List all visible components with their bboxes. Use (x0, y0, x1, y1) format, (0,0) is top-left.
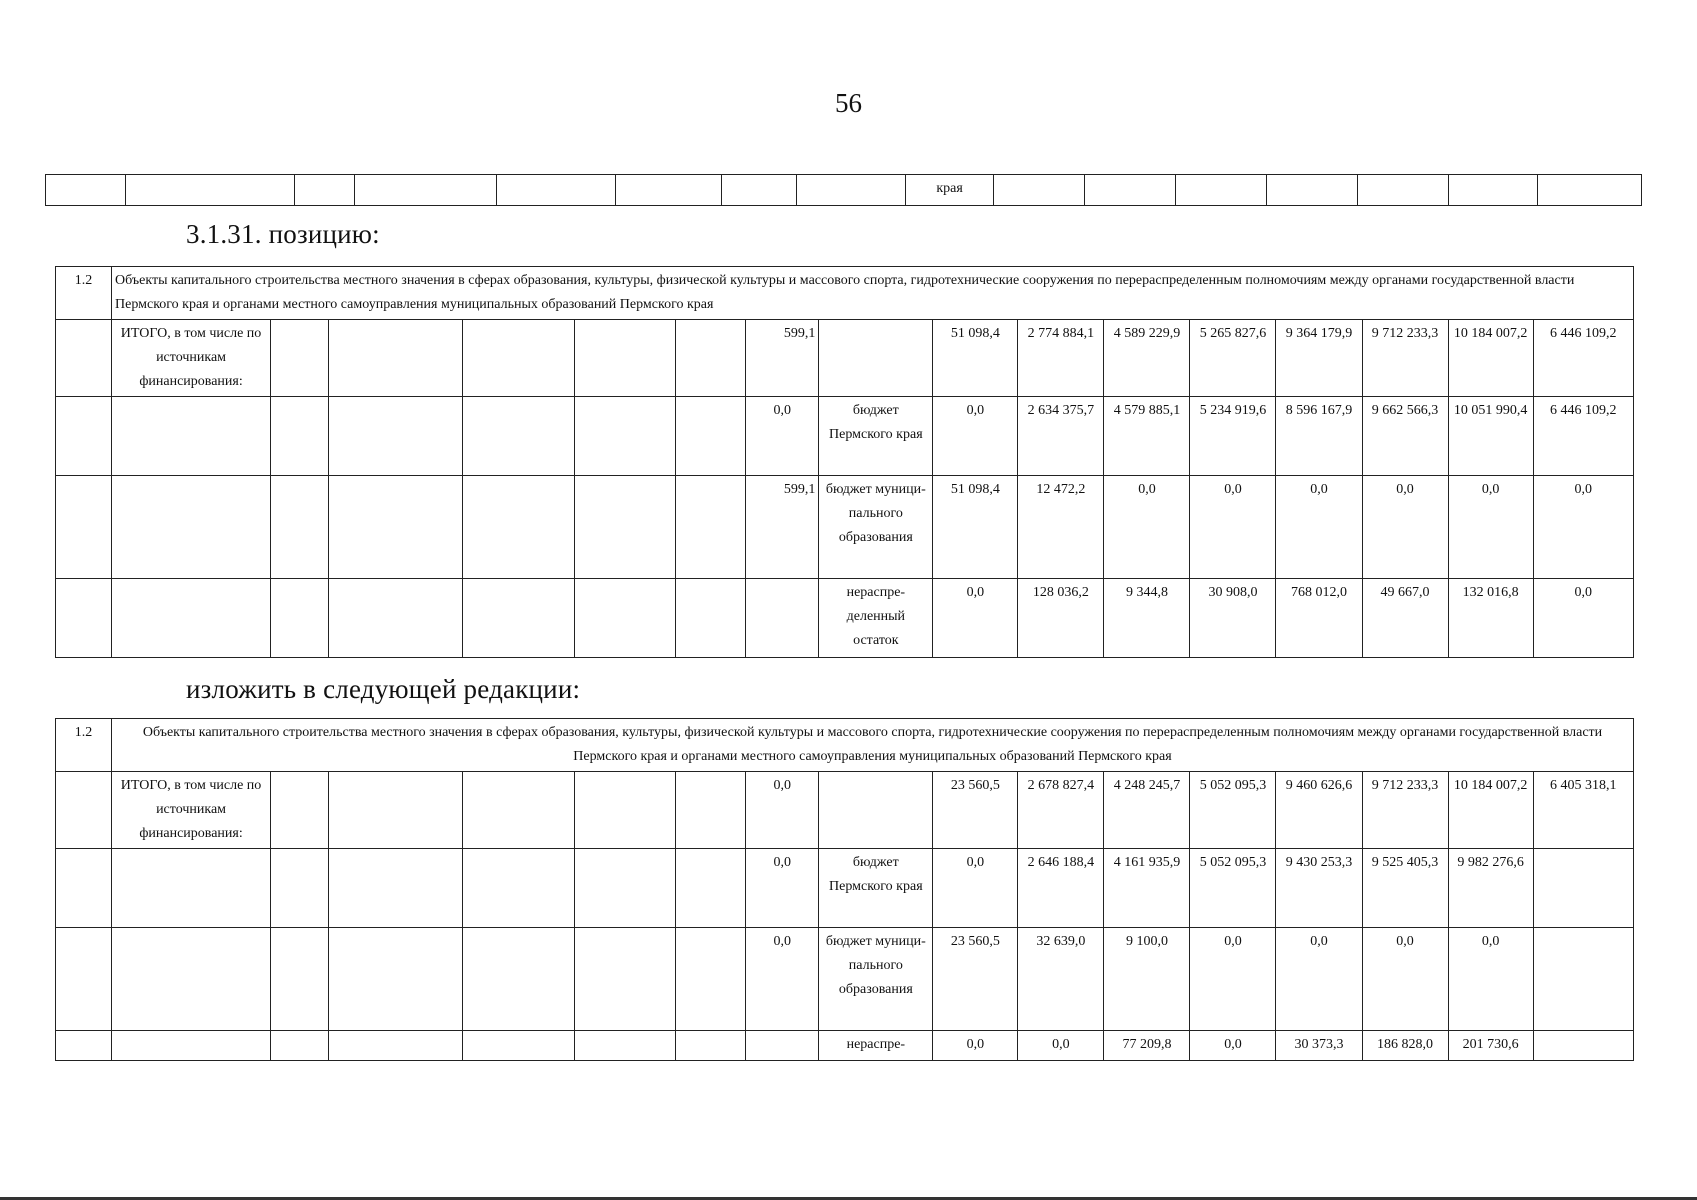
cell-value: 0,0 (1448, 476, 1533, 579)
table-row (56, 320, 1634, 397)
cell-value: 0,0 (746, 397, 819, 476)
cell-value: 599,1 (746, 320, 819, 397)
cell-value: 30 373,3 (1276, 1031, 1362, 1061)
cell-value: 0,0 (1104, 476, 1190, 579)
cell-value: 0,0 (1276, 928, 1362, 1031)
cell-value: 5 052 095,3 (1190, 772, 1276, 849)
cell-value: 0,0 (1448, 928, 1533, 1031)
row-id: 1.2 (56, 719, 112, 772)
position-table-new (55, 718, 1634, 1061)
cell-value: 12 472,2 (1018, 476, 1104, 579)
cell-value: 0,0 (1362, 476, 1448, 579)
page-number: 56 (835, 88, 862, 118)
cell-value: 0,0 (1276, 476, 1362, 579)
cell-value: 5 265 827,6 (1190, 320, 1276, 397)
cell-value: 5 052 095,3 (1190, 849, 1276, 928)
source-label: бюджет Пермского края (819, 849, 933, 928)
table-row (56, 476, 1634, 579)
continuation-table-strip (45, 174, 1642, 206)
row-description: Объекты капитального строительства местного значения в сферах образования, культуры, физической культуры и массового спорта, гидротехнические сооружения по перераспределенным полномочиям между органами государственной власти Пермского края и органами местного самоуправления муниципальных образований Пермского края (112, 719, 1634, 772)
cell-value: 0,0 (1533, 476, 1633, 579)
cell-value: 0,0 (1018, 1031, 1104, 1061)
cell-value: 6 405 318,1 (1533, 772, 1633, 849)
table-row (56, 928, 1634, 1031)
cell-value: 51 098,4 (933, 476, 1018, 579)
source-label (819, 772, 933, 849)
cell-value: 0,0 (933, 397, 1018, 476)
cell-value: 10 184 007,2 (1448, 772, 1533, 849)
cell-value: 77 209,8 (1104, 1031, 1190, 1061)
cell-value: 0,0 (933, 579, 1018, 658)
source-label (819, 320, 933, 397)
cell-value: 2 678 827,4 (1018, 772, 1104, 849)
cell-value: 23 560,5 (933, 928, 1018, 1031)
cell-value: 0,0 (1362, 928, 1448, 1031)
cell-value: 0,0 (746, 772, 819, 849)
cell-value: 2 646 188,4 (1018, 849, 1104, 928)
cell-value: 5 234 919,6 (1190, 397, 1276, 476)
cell-value: 10 184 007,2 (1448, 320, 1533, 397)
cell-value: 49 667,0 (1362, 579, 1448, 658)
position-table-original (55, 266, 1634, 658)
cell-value: 0,0 (1190, 928, 1276, 1031)
cell-value: 4 589 229,9 (1104, 320, 1190, 397)
cell-value (1533, 928, 1633, 1031)
cell-value: 0,0 (1190, 1031, 1276, 1061)
cell-value: 128 036,2 (1018, 579, 1104, 658)
cell-value (1533, 1031, 1633, 1061)
cell-value: 0,0 (1533, 579, 1633, 658)
table-row (56, 579, 1634, 658)
cell-value: 0,0 (933, 1031, 1018, 1061)
table-row (56, 772, 1634, 849)
cell-value (1533, 849, 1633, 928)
cell-value (746, 579, 819, 658)
section-heading-position: 3.1.31. позицию: (186, 219, 380, 249)
cell-value: 0,0 (746, 849, 819, 928)
cell-value: 8 596 167,9 (1276, 397, 1362, 476)
cell-value: 0,0 (746, 928, 819, 1031)
cell-value: 9 662 566,3 (1362, 397, 1448, 476)
source-label: бюджет муници-пального образования (819, 476, 933, 579)
cell-value: 2 774 884,1 (1018, 320, 1104, 397)
cell-value: 9 364 179,9 (1276, 320, 1362, 397)
cell-value: 768 012,0 (1276, 579, 1362, 658)
section-heading-new-edition: изложить в следующей редакции: (186, 674, 581, 704)
table-row (56, 267, 1634, 320)
strip-cell-text: края (905, 175, 994, 206)
cell-value: 4 579 885,1 (1104, 397, 1190, 476)
source-label: бюджет муници-пального образования (819, 928, 933, 1031)
cell-value: 186 828,0 (1362, 1031, 1448, 1061)
cell-value: 0,0 (1190, 476, 1276, 579)
cell-value: 9 525 405,3 (1362, 849, 1448, 928)
cell-value: 599,1 (746, 476, 819, 579)
cell-value: 6 446 109,2 (1533, 397, 1633, 476)
cell-value: 2 634 375,7 (1018, 397, 1104, 476)
cell-value: 23 560,5 (933, 772, 1018, 849)
cell-value: 10 051 990,4 (1448, 397, 1533, 476)
cell-value (746, 1031, 819, 1061)
source-label: бюджет Пермского края (819, 397, 933, 476)
source-label: нераспре- (819, 1031, 933, 1061)
cell-value: 9 460 626,6 (1276, 772, 1362, 849)
cell-value: 201 730,6 (1448, 1031, 1533, 1061)
cell-value: 32 639,0 (1018, 928, 1104, 1031)
cell-value: 9 712 233,3 (1362, 772, 1448, 849)
row-id: 1.2 (56, 267, 112, 320)
cell-value: 51 098,4 (933, 320, 1018, 397)
cell-value: 4 248 245,7 (1104, 772, 1190, 849)
table-row (56, 719, 1634, 772)
cell-value: 9 430 253,3 (1276, 849, 1362, 928)
table-row (56, 397, 1634, 476)
row-label: ИТОГО, в том числе по источникам финансирования: (112, 772, 271, 849)
cell-value: 9 982 276,6 (1448, 849, 1533, 928)
cell-value: 30 908,0 (1190, 579, 1276, 658)
cell-value: 132 016,8 (1448, 579, 1533, 658)
cell-value: 9 100,0 (1104, 928, 1190, 1031)
cell-value: 9 344,8 (1104, 579, 1190, 658)
row-label: ИТОГО, в том числе по источникам финансирования: (112, 320, 271, 397)
cell-value: 6 446 109,2 (1533, 320, 1633, 397)
cell-value: 4 161 935,9 (1104, 849, 1190, 928)
table-row (56, 849, 1634, 928)
table-row (56, 1031, 1634, 1061)
cell-value: 0,0 (933, 849, 1018, 928)
cell-value: 9 712 233,3 (1362, 320, 1448, 397)
row-description: Объекты капитального строительства местного значения в сферах образования, культуры, физической культуры и массового спорта, гидротехнические сооружения по перераспределенным полномочиям между органами государственной власти Пермского края и органами местного самоуправления муниципальных образований Пермского края (112, 267, 1634, 320)
source-label: нераспре-деленный остаток (819, 579, 933, 658)
